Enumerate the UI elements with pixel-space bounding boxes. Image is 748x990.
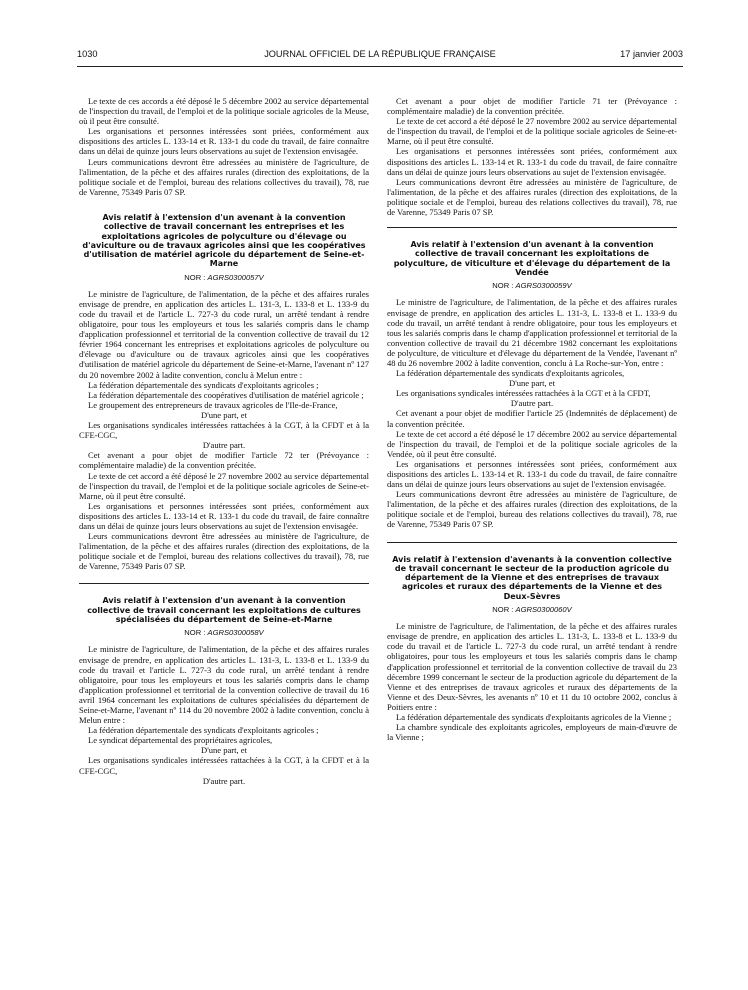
nor-code: AGRS0300057V xyxy=(207,272,264,282)
notice-title: Avis relatif à l'extension d'un avenant à la convention collective de travail concernant les entreprises et les exploitations agricoles de polyculture ou d'élevage ou d'aviculture ou de travaux agricoles ainsi que les coopératives d'utilisation de matériel agricole du département de Seine-et-Marne xyxy=(82,212,366,269)
paragraph: Leurs communications devront être adressées au ministère de l'agriculture, de l'alimentation, de la pêche et des affaires rurales (direction des exploitations, de la politique sociale et de l'emploi, bureau des relations collectives du travail), 78, rue de Varenne, 75349 Paris 07 SP. xyxy=(79,531,369,572)
nor-reference xyxy=(79,273,369,283)
paragraph: D'une part, et xyxy=(201,745,247,756)
notice-title: Avis relatif à l'extension d'avenants à la convention collective de travail concernant le secteur de la production agricole du département de la Vienne et des entreprises de travaux agricoles et ruraux des départements de la Vienne et des Deux-Sèvres xyxy=(392,554,672,601)
notice-title: Avis relatif à l'extension d'un avenant à la convention collective de travail concernant les exploitations de cultures spécialisées du département de Seine-et-Marne xyxy=(87,596,361,625)
nor-reference xyxy=(387,281,677,291)
nor-label: NOR : xyxy=(492,281,514,291)
journal-title: JOURNAL OFFICIEL DE LA RÉPUBLIQUE FRANÇAISE xyxy=(264,49,496,59)
paragraph: Le texte de cet accord a été déposé le 27 novembre 2002 au service départemental de l'inspection du travail, de l'emploi et de la politique sociale agricoles de Seine-et-Marne, où il peut être consulté. xyxy=(387,116,677,147)
paragraph: D'autre part. xyxy=(202,775,246,786)
paragraph: La fédération départementale des syndicats d'exploitants agricoles de la Vienne ; xyxy=(396,711,672,722)
paragraph: La chambre syndicale des exploitants agricoles, employeurs de main-d'œuvre de la Vienne ; xyxy=(387,722,677,743)
paragraph: La fédération départementale des syndicats d'exploitants agricoles ; xyxy=(88,725,319,736)
nor-label: NOR : xyxy=(184,628,206,638)
paragraph: Le groupement des entrepreneurs de travaux agricoles de l'Ile-de-France, xyxy=(88,399,338,410)
paragraph: Les organisations syndicales intéressées rattachées à la CGT et à la CFDT, xyxy=(396,388,651,399)
paragraph: La fédération départementale des syndicats d'exploitants agricoles, xyxy=(396,368,625,379)
nor-code: AGRS0300059V xyxy=(515,281,572,291)
paragraph: Les organisations et personnes intéressées sont priées, conformément aux dispositions des articles L. 133-14 et R. 133-1 du code du travail, de faire connaître dans un délai de quinze jours leurs observations au sujet de l'extension envisagée. xyxy=(79,500,369,531)
left-column xyxy=(79,96,369,970)
paragraph: Le ministre de l'agriculture, de l'alimentation, de la pêche et des affaires rurales envisage de prendre, en application des articles L. 131-3, L. 133-8 et L. 133-9 du code du travail, un arrêté tendant à rendre obligatoire, pour tous les employeurs et tous les salariés compris dans le champ d'application professionnel et territorial de la convention collective de travail du 21 décembre 1982 concernant les exploitations de polyculture, de viticulture et d'élevage du département de la Vendée, l'avenant nº 48 du 26 novembre 2002 à ladite convention, conclu à La Roche-sur-Yon, entre : xyxy=(387,297,677,368)
paragraph: Le ministre de l'agriculture, de l'alimentation, de la pêche et des affaires rurales envisage de prendre, en application des articles L. 131-3, L. 133-8 et L. 133-9 du code du travail et l'article L. 727-3 du code rural, un arrêté tendant à rendre obligatoire, pour tous les employeurs et tous les salariés compris dans le champ d'application professionnel et territorial de la convention collective de travail du 16 avril 1964 concernant les exploitations de cultures spécialisées du département de Seine-et-Marne, l'avenant nº 114 du 20 novembre 2002 à ladite convention, conclu à Melun entre : xyxy=(79,644,369,726)
paragraph: Le ministre de l'agriculture, de l'alimentation, de la pêche et des affaires rurales envisage de prendre, en application des articles L. 131-3, L. 133-8 et L. 133-9 du code du travail et de l'article L. 727-3 du code rural, un arrêté tendant à rendre obligatoires, pour tous les employeurs et tous les salariés compris dans le champ d'application professionnel et territorial de la convention collective de travail du 23 décembre 1999 concernant le secteur de la production agricole du département de la Vienne et des entreprises de travaux agricoles et ruraux des départements de la Vienne et des Deux-Sèvres, les avenants nº 10 et 11 du 10 octobre 2002, conclus à Poitiers entre : xyxy=(387,621,677,712)
paragraph: Les organisations et personnes intéressées sont priées, conformément aux dispositions des articles L. 133-14 et R. 133-1 du code du travail, de faire connaître dans un délai de quinze jours leurs observations au sujet de l'extension envisagée. xyxy=(387,458,677,490)
paragraph: Les organisations et personnes intéressées sont priées, conformément aux dispositions des articles L. 133-14 et R. 133-1 du code du travail, de faire connaître dans un délai de quinze jours leurs observations au sujet de l'extension envisagée. xyxy=(387,146,677,177)
nor-label: NOR : xyxy=(492,605,514,615)
paragraph: Cet avenant a pour objet de modifier l'article 72 ter (Prévoyance : complémentaire maladie) de la convention précitée. xyxy=(79,450,369,471)
paragraph: Les organisations syndicales intéressées rattachées à la CGT, à la CFDT et à la CFE-CGC, xyxy=(79,755,369,776)
paragraph: D'une part, et xyxy=(201,409,247,420)
page-header xyxy=(77,49,683,63)
paragraph: Les organisations syndicales intéressées rattachées à la CGT, à la CFDT et à la CFE-CGC, xyxy=(79,420,369,441)
page-number: 1030 xyxy=(77,49,98,59)
paragraph: La fédération départementale des syndicats d'exploitants agricoles ; xyxy=(88,379,319,390)
paragraph: Les organisations et personnes intéressées sont priées, conformément aux dispositions des articles L. 133-14 et R. 133-1 du code du travail, de faire connaître dans un délai de quinze jours leurs observations au sujet de l'extension envisagée. xyxy=(79,126,369,157)
nor-reference xyxy=(387,605,677,615)
paragraph: Leurs communications devront être adressées au ministère de l'agriculture, de l'alimentation, de la pêche et des affaires rurales (direction des exploitations, de la politique sociale et de l'emploi, bureau des relations collectives du travail), 78, rue de Varenne, 75349 Paris 07 SP. xyxy=(387,176,677,218)
paragraph: Le syndicat départemental des propriétaires agricoles, xyxy=(88,735,273,746)
notice-title: Avis relatif à l'extension d'un avenant à la convention collective de travail concernant les exploitations de polyculture, de viticulture et d'élevage du département de la Vendée xyxy=(393,240,671,278)
paragraph: Cet avenant a pour objet de modifier l'article 71 ter (Prévoyance : complémentaire maladie) de la convention précitée. xyxy=(387,96,677,117)
nor-label: NOR : xyxy=(184,272,206,282)
paragraph: Le texte de cet accord a été déposé le 17 décembre 2002 au service départemental de l'inspection du travail, de l'emploi et de la politique sociale agricoles de la Vendée, où il peut être consulté. xyxy=(387,428,677,459)
paragraph: D'autre part. xyxy=(202,440,246,451)
nor-reference xyxy=(79,628,369,638)
paragraph: D'une part, et xyxy=(509,378,555,389)
paragraph: Le texte de cet accord a été déposé le 27 novembre 2002 au service départemental de l'inspection du travail, de l'emploi et de la politique sociale agricoles de Seine-et-Marne, où il peut être consulté. xyxy=(79,470,369,501)
paragraph: Le texte de ces accords a été déposé le 5 décembre 2002 au service départemental de l'inspection du travail, de l'emploi et de la politique sociale agricoles de la Meuse, où il peut être consulté. xyxy=(79,96,369,127)
header-rule xyxy=(77,66,683,67)
paragraph: Leurs communications devront être adressées au ministère de l'agriculture, de l'alimentation, de la pêche et des affaires rurales (direction des exploitations, de la politique sociale et de l'emploi, bureau des relations collectives du travail), 78, rue de Varenne, 75349 Paris 07 SP. xyxy=(79,156,369,197)
nor-code: AGRS0300060V xyxy=(515,605,572,615)
paragraph: La fédération départementale des coopératives d'utilisation de matériel agricole ; xyxy=(88,389,364,400)
paragraph: Cet avenant a pour objet de modifier l'article 25 (Indemnités de déplacement) de la convention précitée. xyxy=(387,408,677,429)
paragraph: D'autre part. xyxy=(510,398,554,409)
nor-code: AGRS0300058V xyxy=(207,628,264,638)
issue-date: 17 janvier 2003 xyxy=(620,49,683,59)
paragraph: Le ministre de l'agriculture, de l'alimentation, de la pêche et des affaires rurales envisage de prendre, en application des articles L. 131-3, L. 133-8 et L. 133-9 du code du travail et de l'article L. 727-3 du code rural, un arrêté tendant à rendre obligatoire, pour tous les employeurs et tous les salariés compris dans le champ d'application professionnel et territorial de la convention collective de travail du 12 février 1964 concernant les entreprises et exploitations agricoles de polyculture ou d'élevage ou d'aviculture ou de travaux agricoles ainsi que les coopératives d'utilisation de matériel agricole du département de Seine-et-Marne, l'avenant nº 127 du 20 novembre 2002 à ladite convention, conclu à Melun entre : xyxy=(79,288,369,380)
right-column xyxy=(387,96,677,970)
paragraph: Leurs communications devront être adressées au ministère de l'agriculture, de l'alimentation, de la pêche et des affaires rurales (direction des exploitations, de la politique sociale et de l'emploi, bureau des relations collectives du travail), 78, rue de Varenne, 75349 Paris 07 SP. xyxy=(387,489,677,530)
